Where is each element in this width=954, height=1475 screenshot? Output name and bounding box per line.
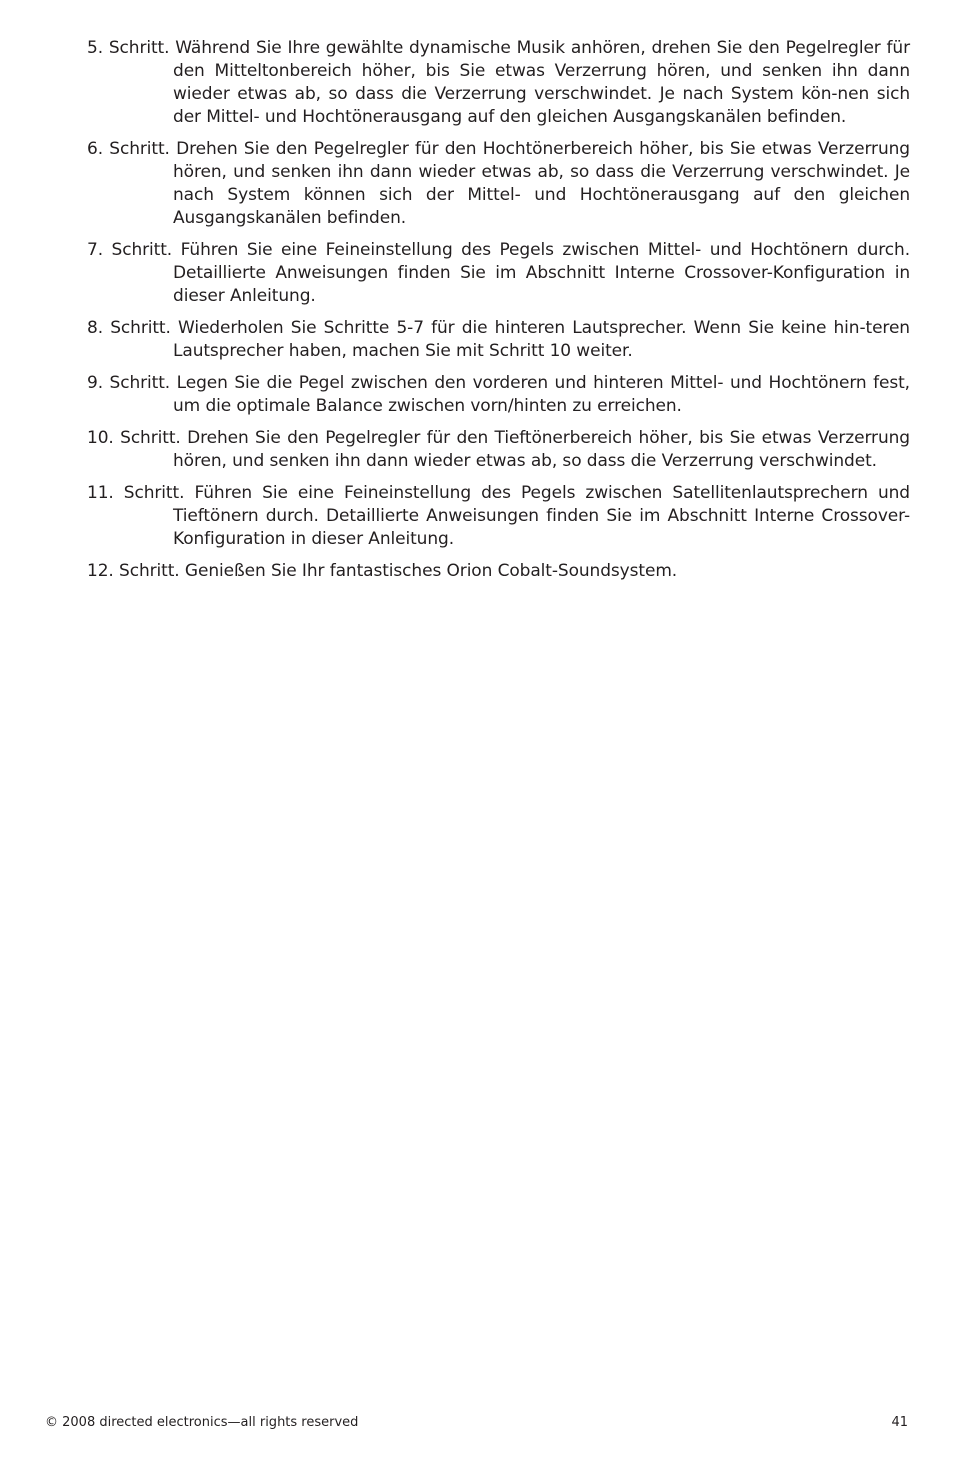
step-5	[87, 37, 910, 129]
step-label: 5. Schritt.	[87, 38, 170, 58]
step-12	[87, 560, 910, 583]
step-label: 9. Schritt.	[87, 373, 171, 393]
page-number: 41	[891, 1415, 908, 1430]
page-footer	[45, 1414, 908, 1432]
step-10	[87, 427, 910, 473]
step-label: 12. Schritt.	[87, 561, 180, 581]
step-text: Führen Sie eine Feineinstellung des Pegels zwischen Satellitenlautsprechern und Tieftönern durch. Detaillierte Anweisungen finden Sie im Abschnitt Interne Crossover-Konfiguration in dieser Anleitung.	[173, 483, 910, 549]
step-label: 10. Schritt.	[87, 428, 181, 448]
step-6	[87, 138, 910, 230]
step-label: 6. Schritt.	[87, 139, 170, 159]
step-text: Während Sie Ihre gewählte dynamische Musik anhören, drehen Sie den Pegelregler für den Mitteltonbereich höher, bis Sie etwas Verzerrung hören, und senken ihn dann wieder etwas ab, so dass die Verzerrung verschwindet. Je nach System kön-nen sich der Mittel- und Hochtönerausgang auf den gleichen Ausgangskanälen befinden.	[173, 38, 910, 127]
step-text: Legen Sie die Pegel zwischen den vorderen und hinteren Mittel- und Hochtönern fest, um die optimale Balance zwischen vorn/hinten zu erreichen.	[173, 373, 910, 416]
step-text: Drehen Sie den Pegelregler für den Tieftönerbereich höher, bis Sie etwas Verzerrung hören, und senken ihn dann wieder etwas ab, so dass die Verzerrung verschwindet.	[173, 428, 910, 471]
step-text: Führen Sie eine Feineinstellung des Pegels zwischen Mittel- und Hochtönern durch. Detaillierte Anweisungen finden Sie im Abschnitt Interne Crossover-Konfiguration in dieser Anleitung.	[173, 240, 911, 306]
step-label: 7. Schritt.	[87, 240, 173, 260]
step-8	[87, 317, 910, 363]
step-label: 8. Schritt.	[87, 318, 171, 338]
copyright-notice: © 2008 directed electronics—all rights reserved	[45, 1415, 359, 1430]
step-text: Wiederholen Sie Schritte 5-7 für die hinteren Lautsprecher. Wenn Sie keine hin-teren Lautsprecher haben, machen Sie mit Schritt 10 weiter.	[173, 318, 910, 361]
step-label: 11. Schritt.	[87, 483, 185, 503]
step-text: Drehen Sie den Pegelregler für den Hochtönerbereich höher, bis Sie etwas Verzerrung hören, und senken ihn dann wieder etwas ab, so dass die Verzerrung verschwindet. Je nach System können sich der Mittel- und Hochtönerausgang auf den gleichen Ausgangskanälen befinden.	[173, 139, 910, 228]
step-text: Genießen Sie Ihr fantastisches Orion Cobalt-Soundsystem.	[184, 561, 678, 581]
step-9	[87, 372, 910, 418]
instruction-steps	[87, 37, 910, 592]
step-11	[87, 482, 910, 551]
step-7	[87, 239, 910, 308]
